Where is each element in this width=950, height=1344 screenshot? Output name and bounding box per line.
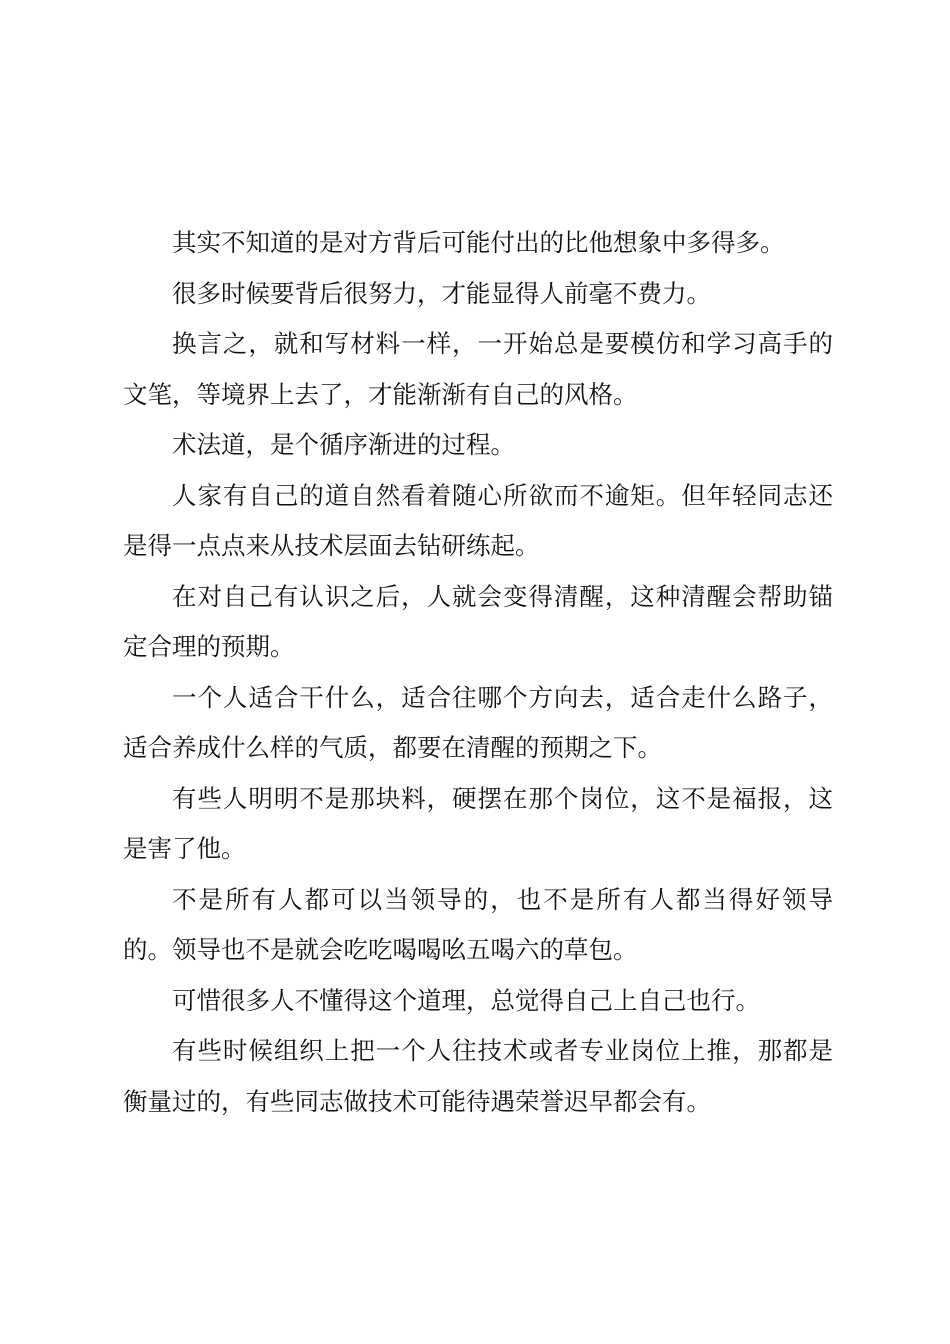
paragraph: 有些人明明不是那块料，硬摆在那个岗位，这不是福报，这是害了他。 [123, 783, 833, 863]
paragraph: 一个人适合干什么，适合往哪个方向去，适合走什么路子，适合养成什么样的气质，都要在清醒的预期之下。 [123, 682, 833, 762]
paragraph: 可惜很多人不懂得这个道理，总觉得自己上自己也行。 [172, 985, 760, 1015]
paragraph: 有些时候组织上把一个人往技术或者专业岗位上推，那都是衡量过的，有些同志做技术可能待遇荣誉迟早都会有。 [123, 1036, 833, 1116]
paragraph: 换言之，就和写材料一样，一开始总是要模仿和学习高手的文笔，等境界上去了，才能渐渐有自己的风格。 [123, 329, 833, 409]
paragraph: 很多时候要背后很努力，才能显得人前毫不费力。 [172, 278, 711, 308]
paragraph: 其实不知道的是对方背后可能付出的比他想象中多得多。 [172, 228, 785, 257]
paragraph: 人家有自己的道自然看着随心所欲而不逾矩。但年轻同志还是得一点点来从技术层面去钻研练起。 [123, 480, 833, 560]
paragraph: 不是所有人都可以当领导的，也不是所有人都当得好领导的。领导也不是就会吃吃喝喝吆五喝六的草包。 [123, 884, 833, 964]
paragraph: 术法道，是个循序渐进的过程。 [172, 430, 515, 459]
paragraph: 在对自己有认识之后，人就会变得清醒，这种清醒会帮助锚定合理的预期。 [123, 581, 833, 661]
document-body [123, 218, 833, 1127]
